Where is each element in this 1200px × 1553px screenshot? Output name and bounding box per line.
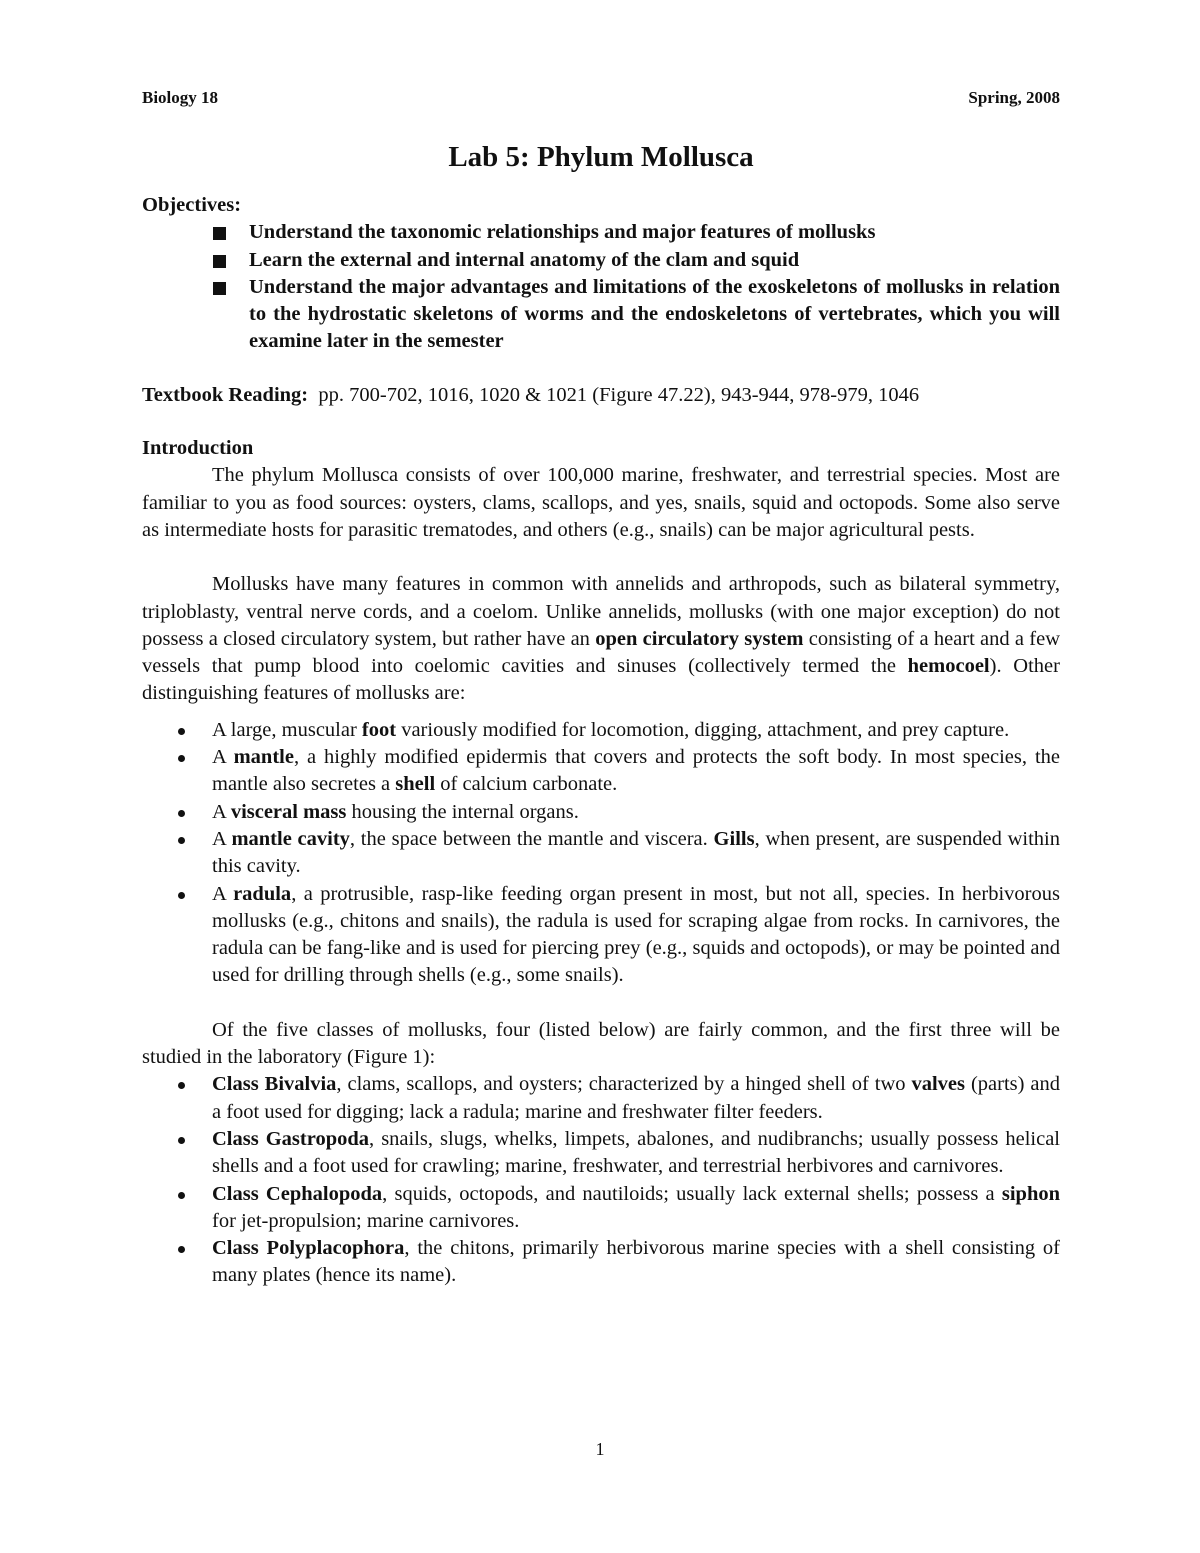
objectives-label: Objectives: <box>142 194 242 216</box>
feature-item: A mantle, a highly modified epidermis that covers and protects the soft body. In most species, the mantle also secretes a shell of calcium carbonate. <box>212 744 1060 799</box>
objective-text: Understand the major advantages and limitations of the exoskeletons of mollusks in relation to the hydrostatic skeletons of worms and the endoskeletons of vertebrates, which you will examine later in the semester <box>249 275 1060 353</box>
course-name: Biology 18 <box>142 88 219 107</box>
square-bullet-icon <box>213 255 226 268</box>
textbook-reading <box>142 382 1060 409</box>
introduction-heading: Introduction <box>142 437 254 460</box>
page-header <box>142 88 1060 108</box>
bullet-icon <box>178 810 185 817</box>
square-bullet-icon <box>213 282 226 295</box>
reading-pages: pp. 700-702, 1016, 1020 & 1021 (Figure 47.22), 943-944, 978-979, 1046 <box>318 383 920 406</box>
feature-item: A visceral mass housing the internal organs. <box>212 799 1060 826</box>
objectives-section <box>142 192 1060 356</box>
page-number: 1 <box>595 1439 605 1459</box>
objective-item <box>249 219 1060 246</box>
features-list <box>142 717 1060 990</box>
class-item: Class Gastropoda, snails, slugs, whelks, limpets, abalones, and nudibranchs; usually possess helical shells and a foot used for crawling; marine, freshwater, and terrestrial herbivores and carnivores. <box>212 1126 1060 1181</box>
semester: Spring, 2008 <box>968 88 1060 107</box>
classes-list <box>142 1071 1060 1289</box>
reading-label: Textbook Reading: <box>142 383 309 406</box>
intro-paragraph-3: Of the five classes of mollusks, four (listed below) are fairly common, and the first three will be studied in the laboratory (Figure 1): <box>142 1018 1060 1069</box>
feature-item: A radula, a protrusible, rasp-like feeding organ present in most, but not all, species. In herbivorous mollusks (e.g., chitons and snails), the radula is used for scraping algae from rocks. In carnivores, the radula can be fang-like and is used for piercing prey (e.g., squids and octopods), or may be pointed and used for drilling through shells (e.g., some snails). <box>212 881 1060 990</box>
bullet-icon <box>178 728 185 735</box>
bullet-icon <box>178 837 185 844</box>
feature-item: A large, muscular foot variously modified for locomotion, digging, attachment, and prey capture. <box>212 717 1060 744</box>
objective-item <box>249 274 1060 356</box>
bullet-icon <box>178 1246 185 1253</box>
objective-item <box>249 247 1060 274</box>
lab-title: Lab 5: Phylum Mollusca <box>448 141 754 173</box>
bullet-icon <box>178 1082 185 1089</box>
square-bullet-icon <box>213 227 226 240</box>
class-item: Class Polyplacophora, the chitons, primarily herbivorous marine species with a shell consisting of many plates (hence its name). <box>212 1235 1060 1290</box>
bullet-icon <box>178 892 185 899</box>
class-item: Class Bivalvia, clams, scallops, and oysters; characterized by a hinged shell of two valves (parts) and a foot used for digging; lack a radula; marine and freshwater filter feeders. <box>212 1071 1060 1126</box>
bullet-icon <box>178 755 185 762</box>
bullet-icon <box>178 1192 185 1199</box>
class-item: Class Cephalopoda, squids, octopods, and nautiloids; usually lack external shells; possess a siphon for jet-propulsion; marine carnivores. <box>212 1181 1060 1236</box>
bullet-icon <box>178 1137 185 1144</box>
objective-text: Learn the external and internal anatomy of the clam and squid <box>249 248 800 271</box>
objective-text: Understand the taxonomic relationships and major features of mollusks <box>249 221 876 244</box>
intro-paragraph-1: The phylum Mollusca consists of over 100,000 marine, freshwater, and terrestrial species. Most are familiar to you as food sources: oysters, clams, scallops, and yes, snails, squid and octopods. Some also serve as intermediate hosts for parasitic trematodes, and others (e.g., snails) can be major agricultural pests. <box>142 464 1060 541</box>
document-page <box>142 80 1060 1290</box>
feature-item: A mantle cavity, the space between the mantle and viscera. Gills, when present, are suspended within this cavity. <box>212 826 1060 881</box>
objectives-list <box>142 219 1060 355</box>
intro-paragraph-2: Mollusks have many features in common with annelids and arthropods, such as bilateral symmetry, triploblasty, ventral nerve cords, and a coelom. Unlike annelids, mollusks (with one major exception) do not possess a closed circulatory system, but rather have an open circulatory system consisting of a heart and a few vessels that pump blood into coelomic cavities and sinuses (collectively termed the hemocoel). Other distinguishing features of mollusks are: <box>142 573 1060 705</box>
